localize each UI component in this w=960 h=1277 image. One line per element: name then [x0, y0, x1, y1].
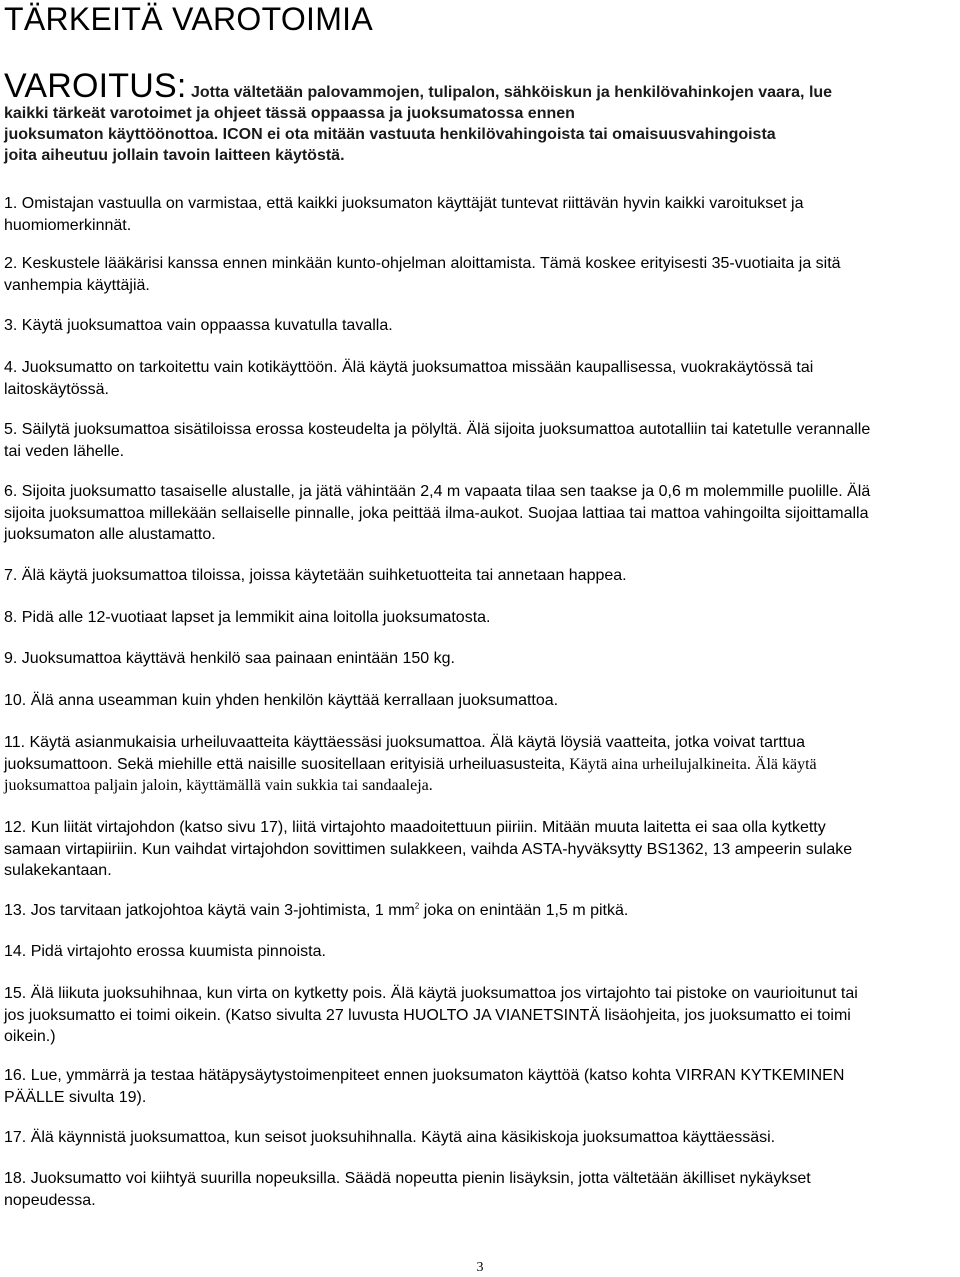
precaution-item-9: 9. Juoksumattoa käyttävä henkilö saa painaan enintään 150 kg. — [4, 650, 455, 667]
warning-text-rest: kaikki tärkeät varotoimet ja ohjeet tässä oppaassa ja juoksumatossa ennen juoksumaton käyttöönottoa. ICON ei ota mitään vastuuta henkilövahingoista tai omaisuusvahingoista joita aiheutuu jollain tavoin laitteen käytöstä. — [4, 105, 776, 164]
warning-text-first-line: Jotta vältetään palovammojen, tulipalon, sähköiskun ja henkilövahinkojen vaara, lue — [186, 84, 833, 101]
precaution-item-15: 15. Älä liikuta juoksuhihnaa, kun virta on kytketty pois. Älä käytä juoksumattoa jos virtajohto tai pistoke on vaurioitunut tai jos juoksumatto ei toimi oikein. (Katso sivulta 27 luvusta HUOLTO JA VIANETSINTÄ lisäohjeita, jos juoksumatto ei toimi oikein.) — [4, 985, 858, 1045]
warning-paragraph — [4, 67, 956, 166]
precaution-item-13-text-end: joka on enintään 1,5 m pitkä. — [419, 902, 629, 919]
precaution-item-13 — [4, 900, 960, 922]
precaution-item-17: 17. Älä käynnistä juoksumattoa, kun seisot juoksuhihnalla. Käytä aina käsikiskoja juoksumattoa käyttäessäsi. — [4, 1129, 776, 1146]
precaution-item-5: 5. Säilytä juoksumattoa sisätiloissa erossa kosteudelta ja pölyltä. Älä sijoita juoksumattoa autotalliin tai katetulle verannalle tai veden lähelle. — [4, 421, 871, 460]
precaution-item-10: 10. Älä anna useamman kuin yhden henkilön käyttää kerrallaan juoksumattoa. — [4, 692, 559, 709]
precaution-item-14: 14. Pidä virtajohto erossa kuumista pinnoista. — [4, 943, 326, 960]
precaution-item-1: 1. Omistajan vastuulla on varmistaa, että kaikki juoksumaton käyttäjät tuntevat riittävän hyvin kaikki varoitukset ja huomiomerkinnät. — [4, 195, 804, 234]
precaution-item-11-text: 11. Käytä asianmukaisia urheiluvaatteita käyttäessäsi juoksumattoa. Älä käytä löysiä vaatteita, jotka voivat tarttua juoksumattoon. Sekä miehille että naisille suositellaan erityisiä urheiluasusteita, — [4, 734, 806, 773]
page-number: 3 — [476, 1260, 484, 1275]
precaution-item-7: 7. Älä käytä juoksumattoa tiloissa, joissa käytetään suihketuotteita tai annetaan happea. — [4, 567, 627, 584]
precaution-item-13-text: 13. Jos tarvitaan jatkojohtoa käytä vain 3-johtimista, 1 mm — [4, 902, 415, 919]
precaution-item-11-footwear-text: Käytä aina urheilujalkineita. Älä käytä juoksumattoa paljain jaloin, käyttämällä vain sukkia tai sandaaleja. — [4, 755, 817, 794]
warning-label: VAROITUS: — [4, 67, 187, 105]
page-title: TÄRKEITÄ VAROTOIMIA — [4, 1, 374, 37]
superscript-2: 2 — [414, 901, 420, 911]
precaution-item-3: 3. Käytä juoksumattoa vain oppaassa kuvatulla tavalla. — [4, 317, 393, 334]
precaution-item-18: 18. Juoksumatto voi kiihtyä suurilla nopeuksilla. Säädä nopeutta pienin lisäyksin, jotta vältetään äkilliset nykäykset nopeudessa. — [4, 1170, 811, 1209]
precaution-item-8: 8. Pidä alle 12-vuotiaat lapset ja lemmikit aina loitolla juoksumatosta. — [4, 609, 491, 626]
precaution-item-16: 16. Lue, ymmärrä ja testaa hätäpysäytystoimenpiteet ennen juoksumaton käyttöä (katso kohta VIRRAN KYTKEMINEN PÄÄLLE sivulta 19). — [4, 1067, 845, 1106]
precaution-item-4: 4. Juoksumatto on tarkoitettu vain kotikäyttöön. Älä käytä juoksumattoa missään kaupallisessa, vuokrakäytössä tai laitoskäytössä. — [4, 359, 814, 398]
precaution-item-2: 2. Keskustele lääkärisi kanssa ennen minkään kunto-ohjelman aloittamista. Tämä koskee erityisesti 35-vuotiaita ja sitä vanhempia käyttäjiä. — [4, 255, 841, 294]
precaution-item-11 — [4, 732, 960, 797]
precaution-item-6: 6. Sijoita juoksumatto tasaiselle alustalle, ja jätä vähintään 2,4 m vapaata tilaa sen taakse ja 0,6 m molemmille puolille. Älä sijoita juoksumattoa millekään sellaiselle pinnalle, joka peittää ilma-aukot. Suojaa lattiaa tai mattoa vahingoilta sijoittamalla juoksumaton alle alustamatto. — [4, 483, 871, 543]
precaution-item-12: 12. Kun liität virtajohdon (katso sivu 17), liitä virtajohto maadoitettuun piiriin. Mitään muuta laitetta ei saa olla kytketty samaan virtapiiriin. Kun vaihdat virtajohdon sovittimen sulakkeen, vaihda ASTA-hyväksytty BS1362, 13 ampeerin sulake sulakekantaan. — [4, 819, 853, 879]
